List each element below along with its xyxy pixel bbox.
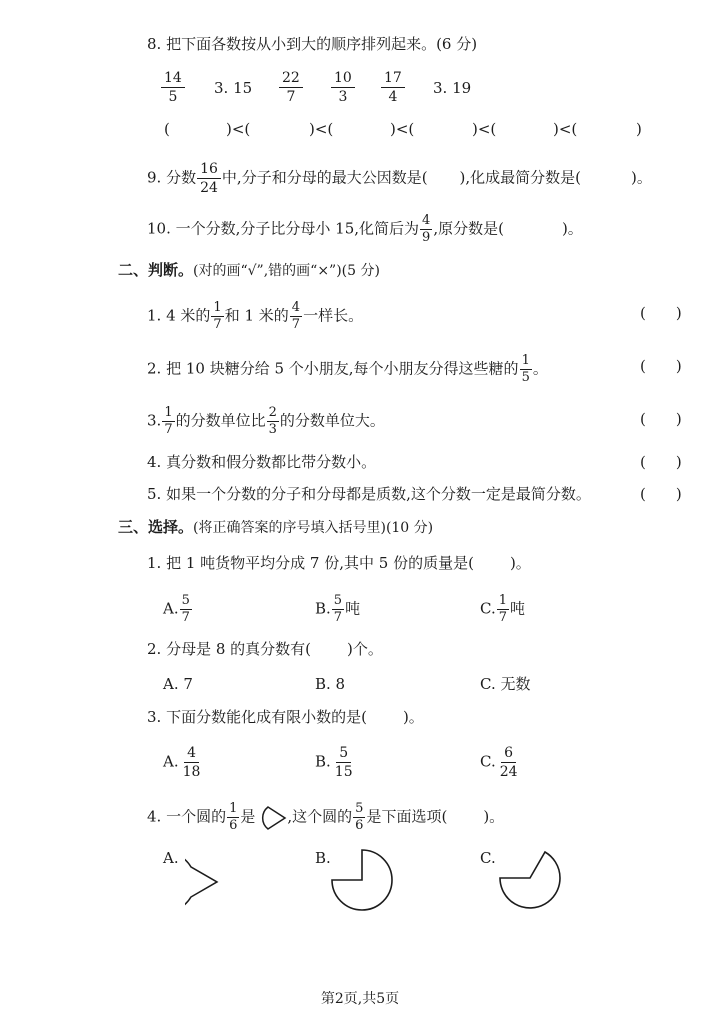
choice-q2-option-c[interactable]: C. 无数 (480, 675, 531, 693)
judge-item-1: 1. 4 米的 $\frac{1}{7}$ 和 1 米的 $\frac{4}{7}$ 一样长。 (147, 300, 364, 332)
q9-fraction: $\frac{16}{24}$ (197, 161, 221, 196)
choice-q3-option-c[interactable]: C. $\frac{6}{24}$ (480, 745, 518, 780)
judge-item-4: 4. 真分数和假分数都比带分数小。 (147, 453, 377, 471)
choice-q3-option-a[interactable]: A. $\frac{4}{18}$ (163, 745, 201, 780)
judge-answer-2[interactable]: ( ) (640, 357, 682, 375)
q8-num-6: 3. 19 (433, 79, 472, 97)
choice-q4-option-b-circle-icon[interactable] (330, 848, 394, 912)
choice-q1-option-c[interactable]: C. $\frac{1}{7}$ 吨 (480, 593, 526, 625)
q8-num-3: $\frac{22}{7}$ (279, 70, 303, 105)
section-3-heading: 三、选择。(将正确答案的序号填入括号里)(10 分) (118, 518, 434, 536)
judge-item-2: 2. 把 10 块糖分给 5 个小朋友,每个小朋友分得这些糖的 $\frac{1}{5}$ 。 (147, 353, 548, 385)
judge-answer-5[interactable]: ( ) (640, 485, 682, 503)
choice-q4-option-a-label[interactable]: A. (163, 849, 179, 867)
page-footer: 第2页,共5页 (320, 991, 400, 1007)
choice-q2: 2. 分母是 8 的真分数有( )个。 (147, 640, 383, 658)
q8-text: 8. 把下面各数按从小到大的顺序排列起来。(6 分) (147, 35, 478, 53)
judge-item-5: 5. 如果一个分数的分子和分母都是质数,这个分数一定是最简分数。 (147, 485, 591, 503)
choice-q4-option-c-label[interactable]: C. (480, 849, 496, 867)
choice-q1-option-a[interactable]: A. $\frac{5}{7}$ (163, 593, 190, 625)
q8-num-5: $\frac{17}{4}$ (381, 70, 405, 105)
q10-fraction: $\frac{4}{9}$ (422, 213, 431, 245)
choice-q1-option-b[interactable]: B. $\frac{5}{7}$ 吨 (315, 593, 361, 625)
judge-item-3: 3. $\frac{1}{7}$ 的分数单位比 $\frac{2}{3}$ 的分数单位大。 (147, 405, 385, 437)
choice-q1: 1. 把 1 吨货物平均分成 7 份,其中 5 份的质量是( )。 (147, 554, 531, 572)
q8-num-2: 3. 15 (214, 79, 253, 97)
choice-q2-option-b[interactable]: B. 8 (315, 675, 346, 693)
judge-answer-3[interactable]: ( ) (640, 410, 682, 428)
choice-q2-option-a[interactable]: A. 7 (163, 675, 193, 693)
q8-num-4: $\frac{10}{3}$ (331, 70, 355, 105)
judge-answer-4[interactable]: ( ) (640, 453, 682, 471)
q9-line: 9. 分数 $\frac{16}{24}$ 中,分子和分母的最大公因数是( ),化成最简分数是( )。 (147, 161, 652, 196)
choice-q4-option-a-circle-icon[interactable] (185, 850, 249, 914)
q8-answer-blanks[interactable]: ( )<( )<( )<( )<( )<( ) (164, 120, 642, 138)
choice-q4-option-c-circle-icon[interactable] (498, 846, 562, 910)
choice-q4: 4. 一个圆的 $\frac{1}{6}$ 是 ,这个圆的 $\frac{5}{6}$ 是下面选项( )。 (147, 801, 505, 833)
judge-answer-1[interactable]: ( ) (640, 304, 682, 322)
choice-q3: 3. 下面分数能化成有限小数的是( )。 (147, 708, 424, 726)
q8-numbers (160, 70, 480, 110)
choice-q3-option-b[interactable]: B. $\frac{5}{15}$ (315, 745, 353, 780)
q8-num-1: $\frac{14}{5}$ (161, 70, 185, 105)
q10-line: 10. 一个分数,分子比分母小 15,化简后为 $\frac{4}{9}$ ,原分数是( )。 (147, 213, 583, 245)
section-2-heading: 二、判断。(对的画“√”,错的画“×”)(5 分) (118, 261, 380, 279)
sector-one-sixth-icon (255, 803, 287, 833)
choice-q4-option-b-label[interactable]: B. (315, 849, 331, 867)
